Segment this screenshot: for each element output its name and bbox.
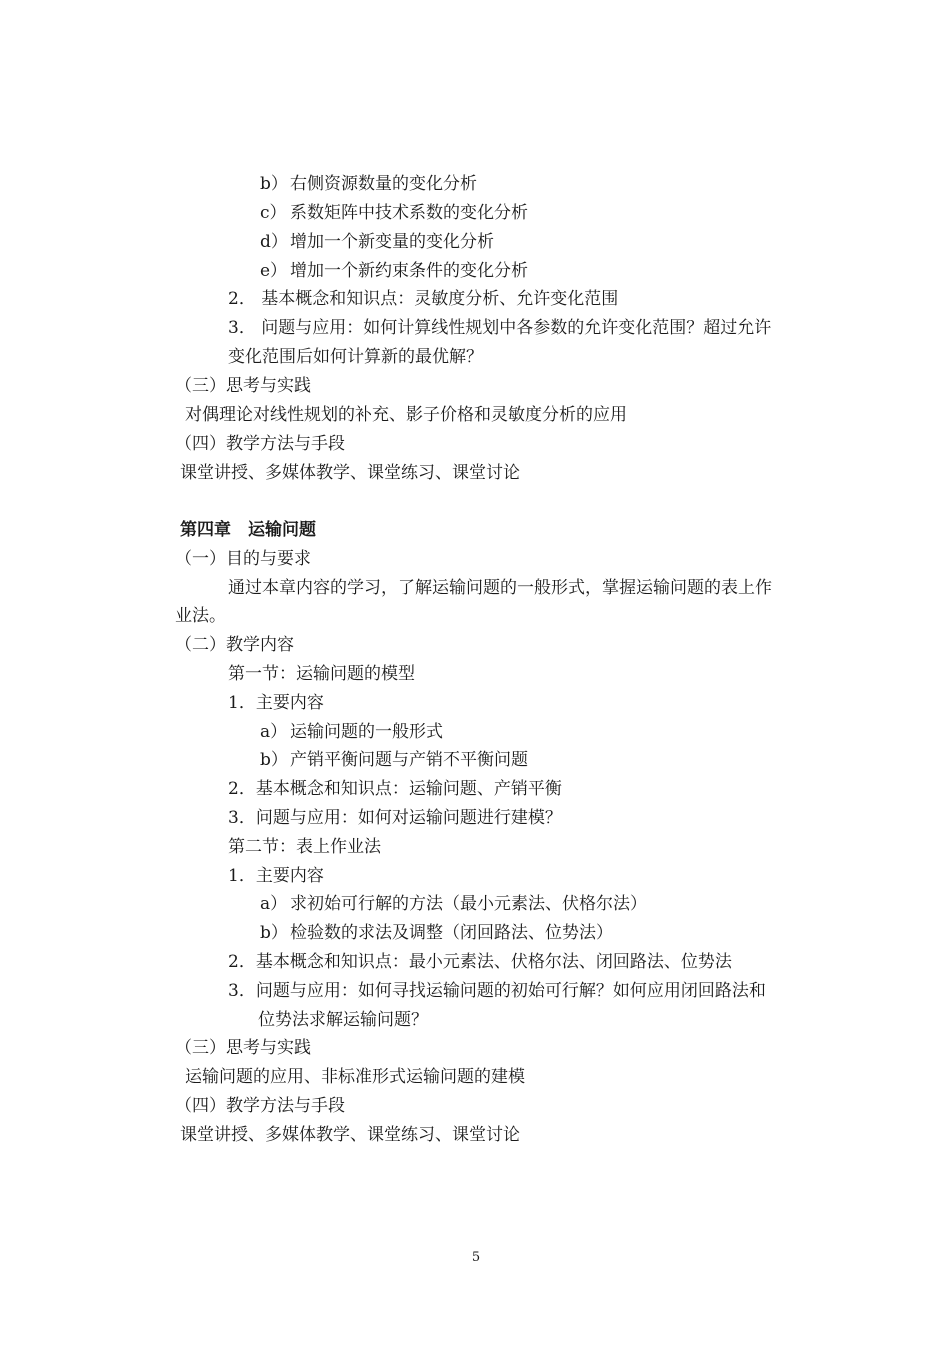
list-item [260,173,477,195]
goal-heading: （一）目的与要求 [175,549,311,569]
application-line: 3．问题与应用：如何寻找运输问题的初始可行解？如何应用闭回路法和 [228,981,766,1001]
methods-heading: （四）教学方法与手段 [175,1096,345,1116]
list-marker: a） [260,894,288,914]
list-marker: b） [260,174,288,194]
list-text: 增加一个新约束条件的变化分析 [290,261,528,281]
list-item [260,721,443,743]
list-text: 产销平衡问题与产销不平衡问题 [290,750,528,770]
list-item [260,260,528,282]
application-line: 3． 问题与应用：如何计算线性规划中各参数的允许变化范围？超过允许 [228,318,772,338]
list-text: 检验数的求法及调整（闭回路法、位势法） [290,923,613,943]
main-content-label: 1．主要内容 [228,866,324,886]
list-marker: c） [260,203,287,223]
methods-text: 课堂讲授、多媒体教学、课堂练习、课堂讨论 [180,1125,520,1145]
list-item [260,922,613,944]
chapter-title: 第四章 运输问题 [180,520,316,540]
list-marker: b） [260,750,288,770]
main-content-label: 1．主要内容 [228,693,324,713]
list-marker: b） [260,923,288,943]
concepts-line: 2．基本概念和知识点：运输问题、产销平衡 [228,779,562,799]
list-text: 运输问题的一般形式 [290,722,443,742]
concepts-line: 2．基本概念和知识点：最小元素法、伏格尔法、闭回路法、位势法 [228,952,732,972]
list-marker: e） [260,261,288,281]
goal-text-continued: 业法。 [175,606,226,626]
concepts-line: 2． 基本概念和知识点：灵敏度分析、允许变化范围 [228,289,619,309]
methods-text: 课堂讲授、多媒体教学、课堂练习、课堂讨论 [180,463,520,483]
application-line-continued: 变化范围后如何计算新的最优解？ [228,347,483,367]
list-item [260,231,494,253]
think-text: 对偶理论对线性规划的补充、影子价格和灵敏度分析的应用 [185,405,627,425]
content-heading: （二）教学内容 [175,635,294,655]
goal-text: 通过本章内容的学习，了解运输问题的一般形式，掌握运输问题的表上作 [228,578,772,598]
think-heading: （三）思考与实践 [175,1038,311,1058]
list-text: 求初始可行解的方法（最小元素法、伏格尔法） [290,894,647,914]
application-line: 3．问题与应用：如何对运输问题进行建模？ [228,808,562,828]
section-title: 第二节：表上作业法 [228,837,381,857]
list-item [260,202,528,224]
list-text: 系数矩阵中技术系数的变化分析 [290,203,528,223]
list-marker: d） [260,232,288,252]
section-title: 第一节：运输问题的模型 [228,664,415,684]
list-text: 右侧资源数量的变化分析 [290,174,477,194]
application-line-continued: 位势法求解运输问题？ [258,1010,428,1030]
list-marker: a） [260,722,288,742]
list-text: 增加一个新变量的变化分析 [290,232,494,252]
methods-heading: （四）教学方法与手段 [175,434,345,454]
think-text: 运输问题的应用、非标准形式运输问题的建模 [185,1067,525,1087]
list-item [260,893,647,915]
think-heading: （三）思考与实践 [175,376,311,396]
page-number: 5 [471,1250,481,1265]
list-item [260,749,528,771]
